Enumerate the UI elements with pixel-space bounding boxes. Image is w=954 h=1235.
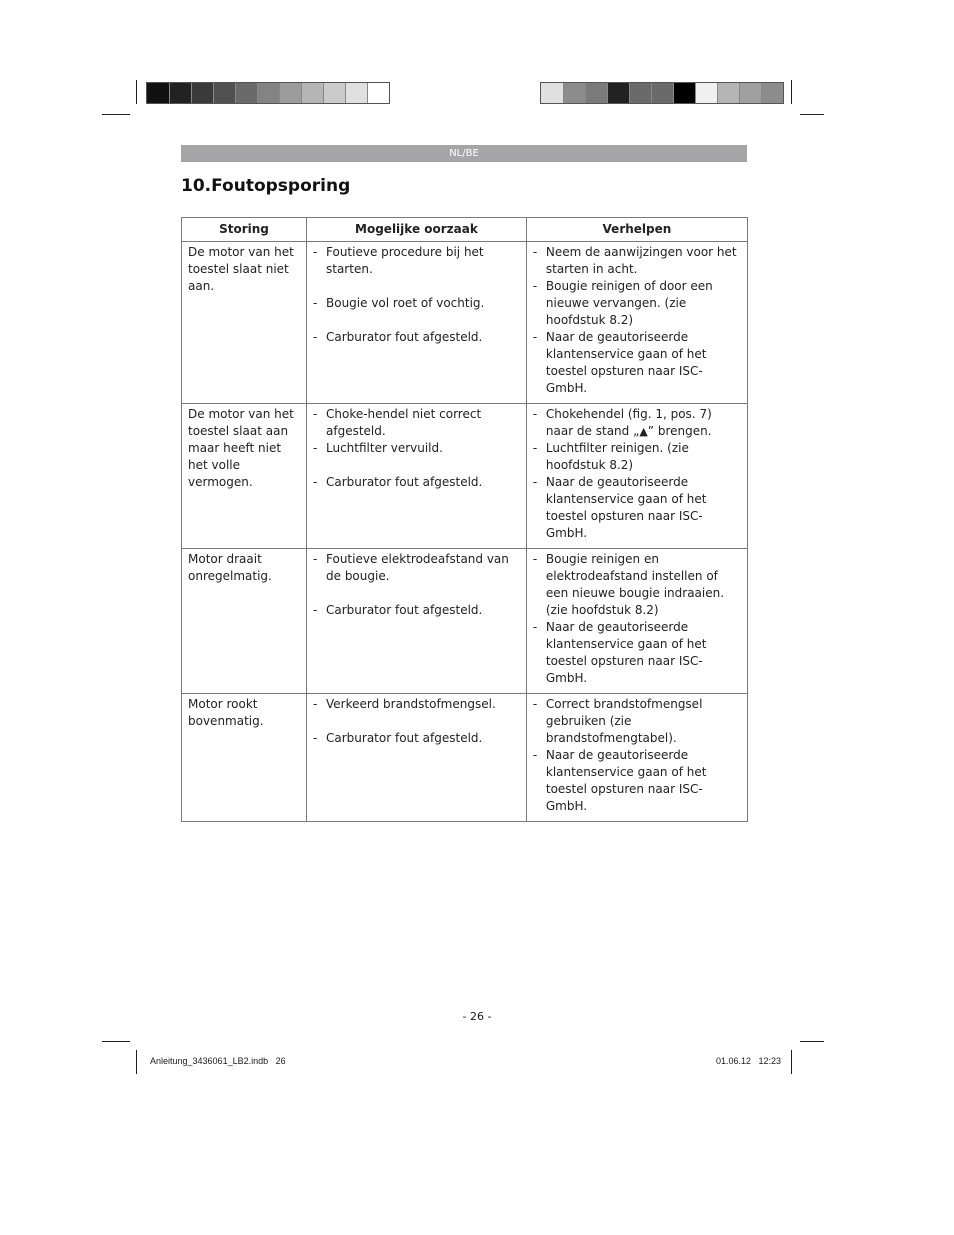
table-header-row — [182, 218, 748, 242]
cause-item: - Carburator fout afgesteld. — [313, 329, 520, 346]
remedy-item: - Naar de geautoriseerde klantenservice gaan of het toestel opsturen naar ISC-GmbH. — [533, 474, 741, 542]
cause-cell — [307, 549, 527, 694]
color-swatch — [629, 83, 651, 103]
fault-text: De motor van het toestel slaat aan maar heeft niet het volle vermogen. — [188, 407, 294, 489]
remedy-item: - Naar de geautoriseerde klantenservice gaan of het toestel opsturen naar ISC-GmbH. — [533, 329, 741, 397]
table-row — [182, 549, 748, 694]
footer-file-name: Anleitung_3436061_LB2.indb 26 — [150, 1056, 286, 1066]
remedy-item: - Bougie reinigen en elektrodeafstand instellen of een nieuwe bougie indraaien. (zie hoofdstuk 8.2) — [533, 551, 741, 619]
color-swatch — [301, 83, 323, 103]
color-swatch — [213, 83, 235, 103]
fault-cell — [182, 694, 307, 822]
color-swatch — [695, 83, 717, 103]
remedy-text-part: Chokehendel (fig. 1, pos. 7) naar de stand „ — [545, 407, 712, 438]
cause-item: - Carburator fout afgesteld. — [313, 730, 520, 747]
crop-mark — [791, 1050, 792, 1074]
table-row — [182, 404, 748, 549]
crop-mark — [800, 114, 824, 115]
crop-mark — [102, 1041, 130, 1042]
crop-mark — [102, 114, 130, 115]
color-swatch — [323, 83, 345, 103]
color-swatch — [563, 83, 585, 103]
header-fault: Storing — [182, 218, 307, 242]
fault-cell — [182, 242, 307, 404]
remedy-item — [533, 406, 741, 440]
remedy-item: - Neem de aanwijzingen voor het starten in acht. — [533, 244, 741, 278]
color-calibration-bar-left — [146, 82, 390, 104]
cause-cell — [307, 694, 527, 822]
color-swatch — [279, 83, 301, 103]
color-swatch — [651, 83, 673, 103]
fault-cell — [182, 404, 307, 549]
page-number: - 26 - — [462, 1010, 492, 1023]
color-swatch — [739, 83, 761, 103]
remedy-item: - Naar de geautoriseerde klantenservice gaan of het toestel opsturen naar ISC-GmbH. — [533, 747, 741, 815]
color-swatch — [191, 83, 213, 103]
cause-item: - Luchtfilter vervuild. — [313, 440, 520, 457]
remedy-item: - Bougie reinigen of door een nieuwe vervangen. (zie hoofdstuk 8.2) — [533, 278, 741, 329]
color-swatch — [717, 83, 739, 103]
cause-item: - Bougie vol roet of vochtig. — [313, 295, 520, 312]
fault-cell — [182, 549, 307, 694]
crop-mark — [136, 80, 137, 104]
fault-text: Motor draait onregelmatig. — [188, 552, 272, 583]
cause-item: - Carburator fout afgesteld. — [313, 602, 520, 619]
remedy-item: - Correct brandstofmengsel gebruiken (zie brandstofmengtabel). — [533, 696, 741, 747]
language-bar: NL/BE — [181, 145, 747, 162]
remedy-cell — [526, 694, 747, 822]
color-swatch — [761, 83, 783, 103]
cause-item: - Carburator fout afgesteld. — [313, 474, 520, 491]
footer-date: 01.06.12 12:23 — [716, 1056, 782, 1066]
cause-cell — [307, 404, 527, 549]
color-swatch — [345, 83, 367, 103]
crop-mark — [800, 1041, 824, 1042]
color-swatch — [607, 83, 629, 103]
remedy-cell — [526, 549, 747, 694]
remedy-cell — [526, 404, 747, 549]
cause-item: - Verkeerd brandstofmengsel. — [313, 696, 520, 713]
color-swatch — [673, 83, 695, 103]
color-swatch — [367, 83, 389, 103]
header-cause: Mogelijke oorzaak — [307, 218, 527, 242]
table-row — [182, 694, 748, 822]
section-title: 10.Foutopsporing — [181, 176, 351, 196]
color-swatch — [147, 83, 169, 103]
color-swatch — [541, 83, 563, 103]
troubleshooting-table — [181, 217, 748, 822]
cause-item: - Choke-hendel niet correct afgesteld. — [313, 406, 520, 440]
remedy-item: - Luchtfilter reinigen. (zie hoofdstuk 8.2) — [533, 440, 741, 474]
color-calibration-bar-right — [540, 82, 784, 104]
remedy-text-part: ” brengen. — [647, 424, 712, 438]
crop-mark — [791, 80, 792, 104]
remedy-cell — [526, 242, 747, 404]
cause-item: - Foutieve procedure bij het starten. — [313, 244, 520, 278]
choke-symbol-icon: ▲ — [639, 425, 648, 438]
color-swatch — [585, 83, 607, 103]
crop-mark — [136, 1050, 137, 1074]
color-swatch — [169, 83, 191, 103]
color-swatch — [235, 83, 257, 103]
fault-text: De motor van het toestel slaat niet aan. — [188, 245, 294, 293]
remedy-item: - Naar de geautoriseerde klantenservice gaan of het toestel opsturen naar ISC-GmbH. — [533, 619, 741, 687]
color-swatch — [257, 83, 279, 103]
fault-text: Motor rookt bovenmatig. — [188, 697, 264, 728]
cause-cell — [307, 242, 527, 404]
header-remedy: Verhelpen — [526, 218, 747, 242]
cause-item: - Foutieve elektrodeafstand van de bougie. — [313, 551, 520, 585]
table-row — [182, 242, 748, 404]
